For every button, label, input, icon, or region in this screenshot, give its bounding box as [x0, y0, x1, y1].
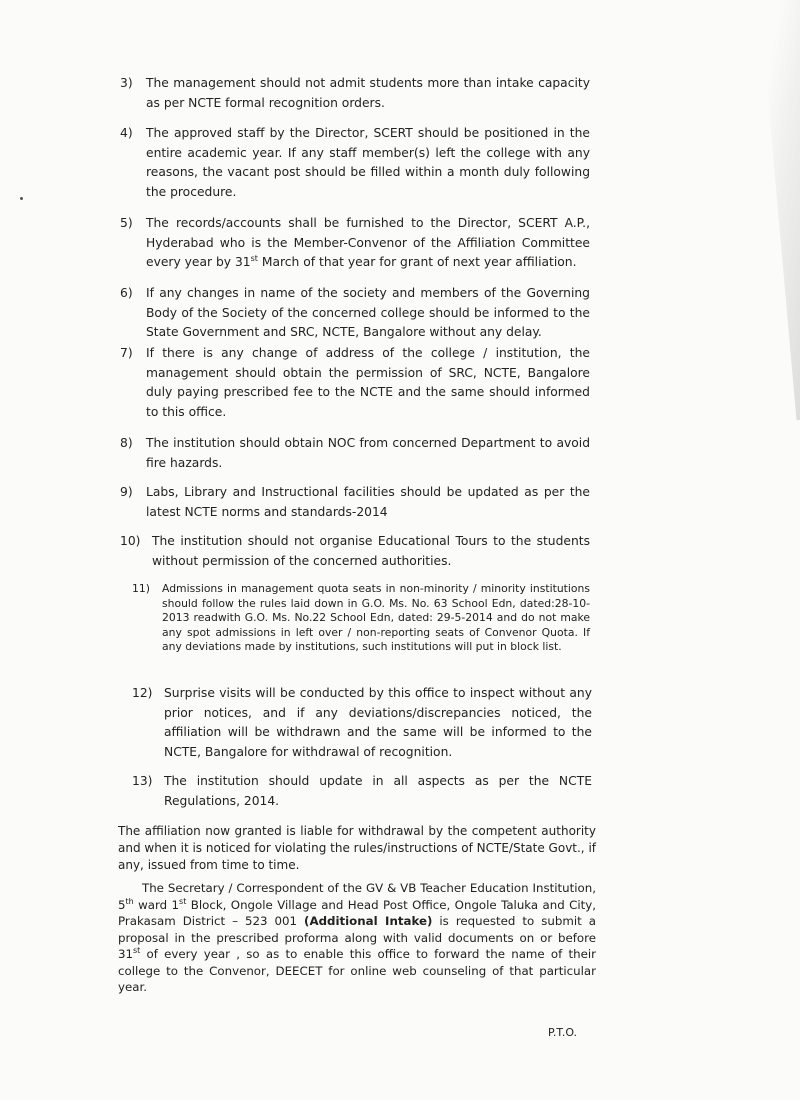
item-text: The records/accounts shall be furnished to the Director, SCERT A.P., Hyderabad who is the Member-Convenor of the Affiliation Committee every year by 31st March of that year for grant of next year affiliation. [146, 216, 590, 269]
item-number: 13) [132, 774, 153, 788]
item-text: If any changes in name of the society and members of the Governing Body of the Society of the concerned college should be informed to the State Government and SRC, NCTE, Bangalore without any delay. [146, 286, 590, 339]
item-text: The institution should update in all aspects as per the NCTE Regulations, 2014. [164, 774, 592, 808]
condition-item-3 [120, 74, 590, 113]
item-text: Admissions in management quota seats in non-minority / minority institutions should follow the rules laid down in G.O. Ms. No. 63 School Edn, dated:28-10-2013 readwith G.O. Ms. No.22 School Edn, dated: 29-5-2014 and do not make any spot admissions in left over / non-reporting seats of Convenor Quota. If any deviations made by institutions, such institutions will put in block list. [162, 582, 590, 653]
item-number: 10) [120, 534, 141, 548]
condition-item-8 [120, 434, 590, 473]
item-number: 11) [132, 582, 150, 595]
item-number: 4) [120, 126, 133, 140]
pto-label: P.T.O. [548, 1026, 578, 1039]
item-number: 12) [132, 686, 153, 700]
item-text: Labs, Library and Instructional facilities should be updated as per the latest NCTE norms and standards-2014 [146, 485, 590, 519]
condition-item-4 [120, 124, 590, 202]
condition-item-5 [120, 214, 590, 273]
condition-item-9 [120, 483, 590, 522]
condition-item-6 [120, 284, 590, 343]
item-number: 5) [120, 216, 133, 230]
item-text: The institution should obtain NOC from concerned Department to avoid fire hazards. [146, 436, 590, 470]
condition-item-13 [132, 772, 592, 811]
item-number: 6) [120, 286, 133, 300]
secretary-paragraph: The Secretary / Correspondent of the GV & VB Teacher Education Institution, 5th ward 1st Block, Ongole Village and Head Post Office, Ongole Taluka and City, Prakasam District – 523 001 (Additional Intake) is requested to submit a proposal in the prescribed proforma along with valid documents on or before 31st of every year , so as to enable this office to forward the name of their college to the Convenor, DEECET for online web counseling of that particular year. [118, 881, 597, 994]
condition-item-11 [132, 582, 590, 655]
item-text: Surprise visits will be conducted by this office to inspect without any prior notices, and if any deviations/discrepancies noticed, the affiliation will be withdrawn and the same will be informed to the NCTE, Bangalore for withdrawal of recognition. [164, 686, 592, 759]
item-text: If there is any change of address of the college / institution, the management should obtain the permission of SRC, NCTE, Bangalore duly paying prescribed fee to the NCTE and the same should informed to this office. [146, 346, 590, 419]
withdrawal-paragraph: The affiliation now granted is liable for withdrawal by the competent authority and when it is noticed for violating the rules/instructions of NCTE/State Govt., if any, issued from time to time. [118, 824, 596, 872]
item-text: The approved staff by the Director, SCERT should be positioned in the entire academic year. If any staff member(s) left the college with any reasons, the vacant post should be filled within a month duly following the procedure. [146, 126, 590, 199]
item-number: 7) [120, 346, 133, 360]
item-number: 9) [120, 485, 133, 499]
additional-intake-label: (Additional Intake) [304, 914, 433, 928]
page-edge-shadow [730, 0, 800, 420]
item-text: The institution should not organise Educational Tours to the students without permission of the concerned authorities. [152, 534, 590, 568]
item-number: 8) [120, 436, 133, 450]
condition-item-10 [120, 532, 590, 571]
condition-item-7 [120, 344, 590, 422]
scan-speck [20, 197, 23, 200]
item-number: 3) [120, 76, 133, 90]
item-text: The management should not admit students more than intake capacity as per NCTE formal recognition orders. [146, 76, 590, 110]
condition-item-12 [132, 684, 592, 762]
